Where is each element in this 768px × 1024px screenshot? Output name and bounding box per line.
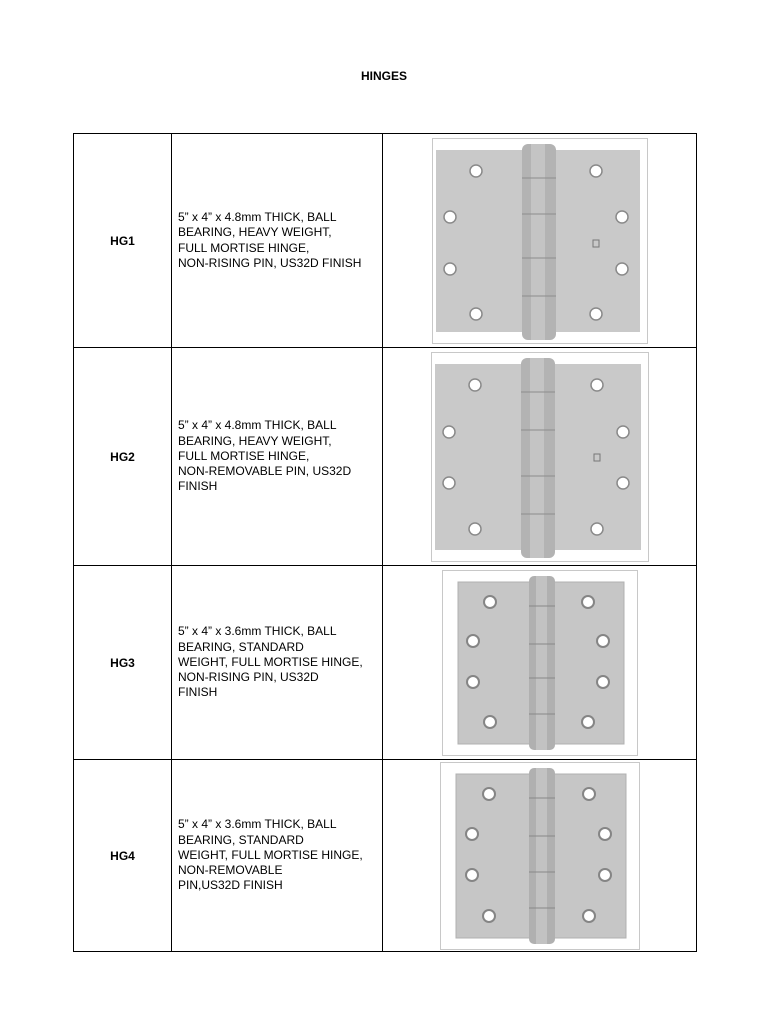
description-line: WEIGHT, FULL MORTISE HINGE, (178, 654, 363, 669)
table-row (74, 134, 697, 348)
table-row (74, 760, 697, 952)
hinge-image-cell (383, 760, 697, 952)
hinge-description (172, 566, 383, 760)
description-line: FULL MORTISE HINGE, (178, 448, 310, 463)
hinge-schedule-table (73, 133, 697, 952)
hinge-code: HG3 (74, 566, 172, 760)
hinge-code: HG4 (74, 760, 172, 952)
description-line: WEIGHT, FULL MORTISE HINGE, (178, 847, 363, 862)
table-row (74, 566, 697, 760)
description-line: NON-REMOVABLE (178, 863, 283, 878)
description-line: BEARING, STANDARD (178, 832, 304, 847)
hinge-image-cell (383, 348, 697, 566)
description-line: BEARING, HEAVY WEIGHT, (178, 433, 332, 448)
description-line: PIN,US32D FINISH (178, 878, 283, 893)
description-line: NON-RISING PIN, US32D FINISH (178, 255, 362, 270)
description-line: FINISH (178, 685, 218, 700)
description-line: 5” x 4” x 3.6mm THICK, BALL (178, 624, 337, 639)
description-line: 5” x 4” x 3.6mm THICK, BALL (178, 817, 337, 832)
hinge-description (172, 134, 383, 348)
description-line: FULL MORTISE HINGE, (178, 240, 310, 255)
description-line: BEARING, HEAVY WEIGHT, (178, 225, 332, 240)
hinge-image-cell (383, 566, 697, 760)
page-title: HINGES (360, 69, 407, 83)
description-line: BEARING, STANDARD (178, 639, 304, 654)
hinge-code: HG1 (74, 134, 172, 348)
description-line: NON-REMOVABLE PIN, US32D (178, 464, 352, 479)
standard-weight-hinge-image (440, 762, 640, 950)
table-row (74, 348, 697, 566)
heavy-weight-hinge-image (431, 352, 649, 562)
description-line: FINISH (178, 479, 218, 494)
hinge-image-cell (383, 134, 697, 348)
description-line: 5” x 4” x 4.8mm THICK, BALL (178, 418, 337, 433)
hinge-code: HG2 (74, 348, 172, 566)
standard-weight-hinge-image (442, 570, 638, 756)
description-line: NON-RISING PIN, US32D (178, 670, 319, 685)
hinge-description (172, 760, 383, 952)
heavy-weight-hinge-image (432, 138, 648, 344)
hinge-description (172, 348, 383, 566)
description-line: 5” x 4” x 4.8mm THICK, BALL (178, 209, 337, 224)
